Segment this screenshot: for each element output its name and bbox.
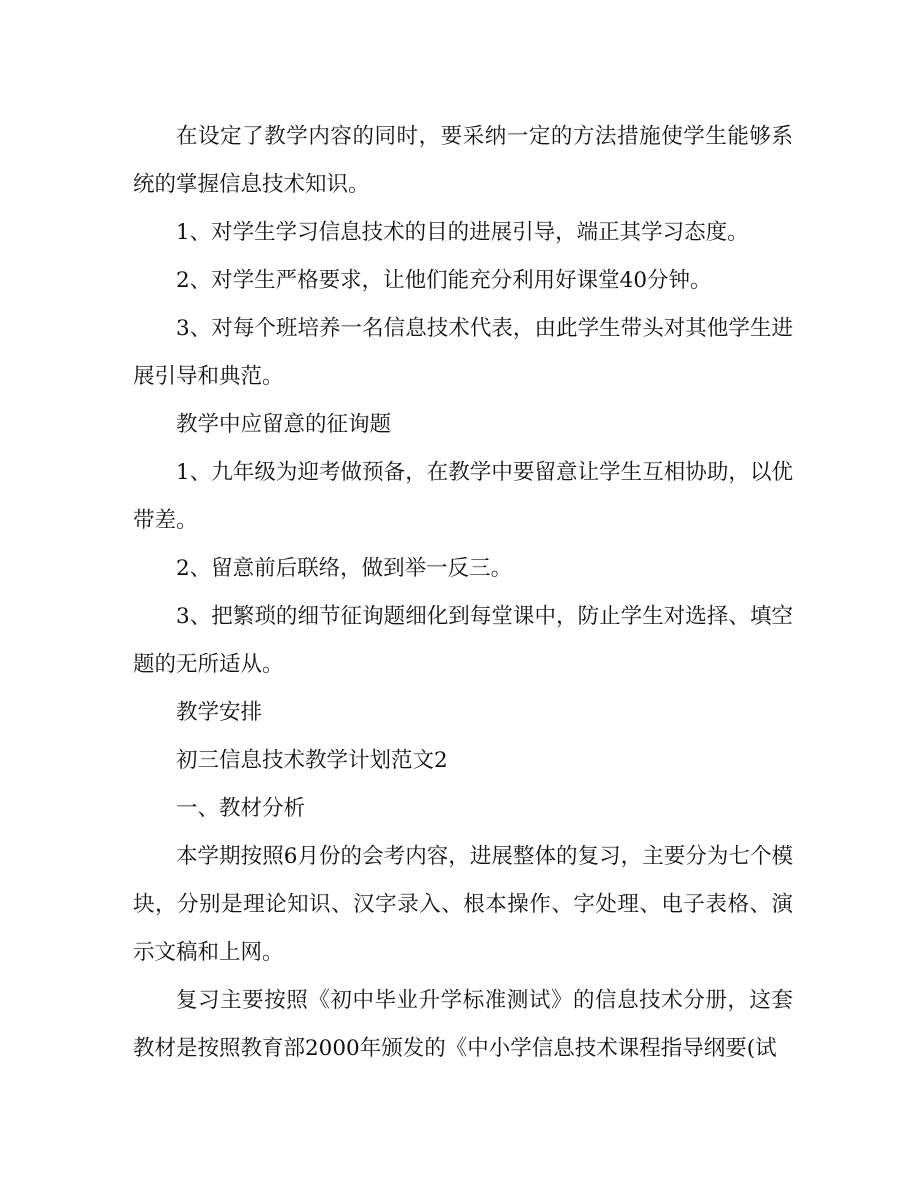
document-body xyxy=(133,113,793,1073)
paragraph-textbook-2: 复习主要按照《初中毕业升学标准测试》的信息技术分册，这套教材是按照教育部2000年颁发的《中小学信息技术课程指导纲要(试 xyxy=(133,988,793,1061)
paragraph-issue-2: 2、留意前后联络，做到举一反三。 xyxy=(176,556,513,581)
section-heading-textbook-analysis: 一、教材分析 xyxy=(176,796,306,821)
paragraph-method-2: 2、对学生严格要求，让他们能充分利用好课堂40分钟。 xyxy=(176,268,712,293)
paragraph-method-3: 3、对每个班培养一名信息技术代表，由此学生带头对其他学生进展引导和典范。 xyxy=(133,316,793,389)
paragraph-textbook-1: 本学期按照6月份的会考内容，进展整体的复习，主要分为七个模块，分别是理论知识、汉字录入、根本操作、字处理、电子表格、演示文稿和上网。 xyxy=(133,844,793,965)
section-heading-issues: 教学中应留意的征询题 xyxy=(176,412,392,437)
paragraph-issue-3: 3、把繁琐的细节征询题细化到每堂课中，防止学生对选择、填空题的无所适从。 xyxy=(133,604,793,677)
paragraph-method-1: 1、对学生学习信息技术的目的进展引导，端正其学习态度。 xyxy=(176,220,749,245)
section-heading-schedule: 教学安排 xyxy=(176,700,263,725)
document-subtitle: 初三信息技术教学计划范文2 xyxy=(176,748,448,773)
paragraph-intro: 在设定了教学内容的同时，要采纳一定的方法措施使学生能够系统的掌握信息技术知识。 xyxy=(133,124,793,197)
paragraph-issue-1: 1、九年级为迎考做预备，在教学中要留意让学生互相协助，以优带差。 xyxy=(133,460,793,533)
